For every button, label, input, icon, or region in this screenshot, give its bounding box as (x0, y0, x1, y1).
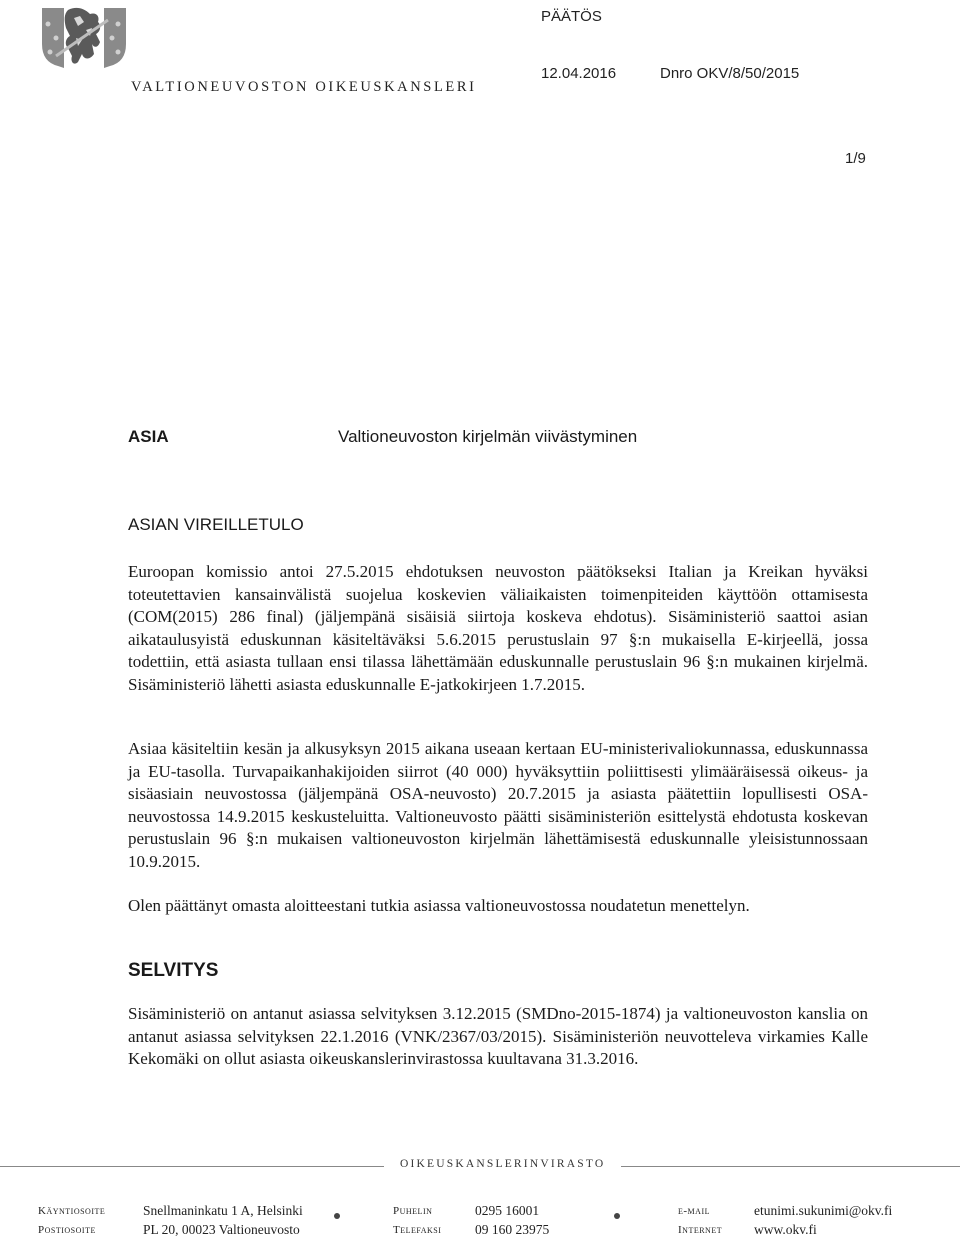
document-date: 12.04.2016 (541, 65, 617, 82)
page-number: 1/9 (845, 150, 866, 167)
asia-title: Valtioneuvoston kirjelmän viivästyminen (338, 427, 638, 446)
paragraph-vireilletulo-3: Olen päättänyt omasta aloitteestani tutkia asiassa valtioneuvostossa noudatetun menettelyn. (128, 896, 750, 915)
footer-email[interactable]: etunimi.sukunimi@okv.fi (754, 1203, 893, 1218)
footer-fax: 09 160 23975 (475, 1222, 550, 1237)
footer-email-label: e-mail (678, 1205, 710, 1217)
footer-visit-label: Käyntiosoite (38, 1205, 106, 1217)
lion-coat-of-arms-icon (38, 4, 130, 70)
footer-phone-label: Puhelin (393, 1205, 433, 1217)
footer-separator-dot (614, 1213, 620, 1219)
footer-visit-address: Snellmaninkatu 1 A, Helsinki (143, 1203, 303, 1218)
section-heading-selvitys: SELVITYS (128, 960, 219, 981)
document-type: PÄÄTÖS (541, 8, 602, 25)
paragraph-vireilletulo-2: Asiaa käsiteltiin kesän ja alkusyksyn 2015 aikana useaan kertaan EU-ministerivaliokunnassa, eduskunnassa ja EU-tasolla. Turvapaikanhakijoiden siirrot (40 000) hyväksyttiin poliittisesti ylimääräisessä oikeus- ja sisäasiain neuvostossa (jäljempänä OSA-neuvosto) 20.7.2015 ja asiasta päätettiin lopullisesti OSA-neuvostossa 14.9.2015 keskusteluitta. Valtioneuvosto päätti sisäministeriön esittelystä ehdotusta koskevan perustuslain 96 §:n mukaisen valtioneuvoston kirjelmän lähettämisestä eduskunnalle yleisistunnossaan 10.9.2015. (128, 739, 868, 871)
document-reference: Dnro OKV/8/50/2015 (660, 65, 800, 82)
footer-website[interactable]: www.okv.fi (754, 1222, 817, 1237)
footer-web-label: Internet (678, 1224, 723, 1236)
footer-phone: 0295 16001 (475, 1203, 540, 1218)
section-heading-vireilletulo: ASIAN VIREILLETULO (128, 515, 304, 534)
asia-label: ASIA (128, 427, 169, 446)
footer-separator-dot (334, 1213, 340, 1219)
organization-name: VALTIONEUVOSTON OIKEUSKANSLERI (131, 79, 477, 95)
paragraph-selvitys-1: Sisäministeriö on antanut asiassa selvityksen 3.12.2015 (SMDno-2015-1874) ja valtioneuvoston kanslia on antanut asiassa selvityksen 22.1.2016 (VNK/2367/03/2015). Sisäministeriön neuvotteleva virkamies Kalle Kekomäki on ollut asiasta oikeuskanslerinvirastossa kuultavana 31.3.2016. (128, 1004, 868, 1068)
paragraph-vireilletulo-1: Euroopan komissio antoi 27.5.2015 ehdotuksen neuvoston päätökseksi Italian ja Kreikan hyväksi toteutettavien kansainvälistä suojelua koskevien väliaikaisten toimenpiteiden käyttöön ottamisesta (COM(2015) 286 final) (jäljempänä sisäisiä siirtoja koskeva ehdotus). Sisäministeriö saattoi asian aikataulusyistä eduskunnan käsiteltäväksi 5.6.2015 perustuslain 97 §:n mukaisella E-kirjeellä, jossa todettiin, että asiasta tullaan ensi tilassa lähettämään eduskunnalle perustuslain 96 §:n mukainen kirjelmä. Sisäministeriö lähetti asiasta eduskunnalle E-jatkokirjeen 1.7.2015. (128, 562, 868, 694)
footer-fax-label: Telefaksi (393, 1224, 442, 1236)
footer-post-label: Postiosoite (38, 1224, 96, 1236)
footer-post-address: PL 20, 00023 Valtioneuvosto (143, 1222, 300, 1237)
footer-brand: OIKEUSKANSLERINVIRASTO (384, 1158, 621, 1170)
